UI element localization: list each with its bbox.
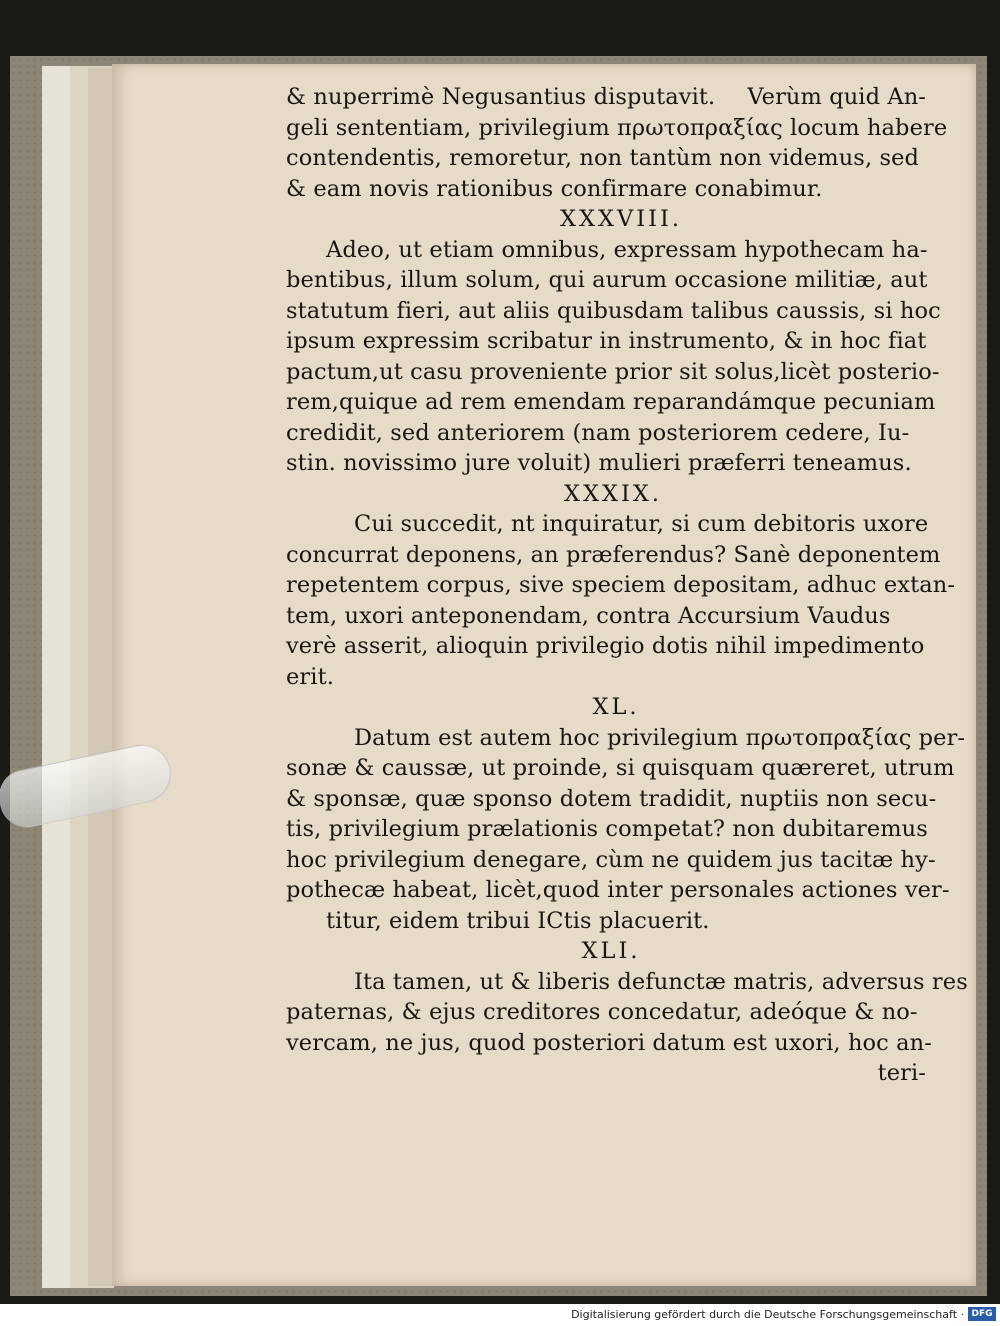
- text-line: [286, 906, 926, 937]
- text-segment: credidit, sed anteriorem (nam posteriorem cedere, Iu-: [286, 419, 910, 446]
- text-segment: & sponsæ, quæ sponso dotem tradidit, nuptiis non secu-: [286, 785, 937, 812]
- text-segment: Adeo, ut etiam omnibus, expressam hypothecam ha-: [326, 236, 928, 263]
- text-segment: Ita tamen, ut & liberis defunctæ matris, adversus res: [354, 968, 968, 995]
- text-segment: & nuperrimè Negusantius disputavit.: [286, 84, 716, 110]
- section-heading: [286, 204, 926, 235]
- text-line: [286, 631, 926, 662]
- text-line: [286, 875, 950, 906]
- section-heading: [286, 936, 926, 967]
- text-line: [286, 662, 926, 693]
- text-line: [286, 997, 926, 1028]
- text-segment: rem,quique ad rem emendam reparandámque pecuniam: [286, 389, 936, 415]
- text-segment: ipsum expressim scribatur in instrumento, & in hoc fiat: [286, 328, 927, 354]
- text-line: [286, 235, 926, 266]
- text-segment: XXXIX.: [563, 480, 663, 507]
- text-segment: stin. novissimo jure voluit) mulieri præferri teneamus.: [286, 450, 912, 476]
- text-line: [286, 82, 926, 113]
- footer-credit[interactable]: Digitalisierung gefördert durch die Deutsche Forschungsgemeinschaft ·: [571, 1308, 964, 1321]
- text-segment: Verùm quid An-: [747, 84, 926, 110]
- text-segment: concurrat deponens, an præferendus? Sanè deponentem: [286, 541, 941, 568]
- text-line: [286, 1028, 932, 1059]
- text-segment: & eam novis rationibus confirmare conabimur.: [286, 175, 823, 202]
- text-segment: sonæ & caussæ, ut proinde, si quisquam quæreret, utrum: [286, 755, 955, 781]
- text-line: [286, 753, 955, 784]
- section-heading: [286, 479, 926, 510]
- footer-bar: [0, 1304, 1000, 1326]
- text-line: [286, 845, 936, 876]
- text-segment: bentibus, illum solum, qui aurum occasione militiæ, aut: [286, 267, 928, 293]
- text-line: [286, 1058, 926, 1089]
- text-segment: tem, uxori anteponendam, contra Accursium Vaudus: [286, 602, 891, 629]
- text-line: [286, 784, 937, 815]
- text-line: [286, 296, 941, 327]
- text-segment: Datum est autem hoc privilegium πρωτοπραξίας per-: [354, 724, 966, 751]
- text-line: [286, 723, 966, 754]
- text-line: [286, 509, 929, 540]
- text-segment: paternas, & ejus creditores concedatur, adeóque & no-: [286, 999, 918, 1025]
- text-segment: XL.: [592, 694, 640, 720]
- text-line: [286, 540, 941, 571]
- text-segment: vercam, ne jus, quod posteriori datum est uxori, hoc an-: [286, 1029, 932, 1056]
- text-line: [286, 418, 926, 449]
- text-line: [286, 448, 926, 479]
- text-segment: geli sententiam, privilegium πρωτοπραξίας locum habere: [286, 114, 948, 141]
- section-heading: [286, 692, 926, 723]
- text-segment: hoc privilegium denegare, cùm ne quidem jus tacitæ hy-: [286, 846, 936, 873]
- text-segment: contendentis, remoretur, non tantùm non videmus, sed: [286, 145, 920, 171]
- text-segment: tis, privilegium prælationis competat? non dubitaremus: [286, 816, 928, 842]
- page-fold-strip: [88, 68, 114, 1286]
- text-line: [286, 387, 936, 418]
- dfg-logo[interactable]: DFG: [968, 1307, 996, 1321]
- text-line: [286, 174, 926, 205]
- text-line: [286, 326, 926, 357]
- text-line: [286, 143, 926, 174]
- text-line: [286, 814, 926, 845]
- text-segment: XLI.: [581, 938, 641, 964]
- text-segment: verè asserit, alioquin privilegio dotis nihil impedimento: [286, 633, 925, 659]
- text-line: [286, 601, 926, 632]
- text-line: [286, 967, 968, 998]
- text-segment: erit.: [286, 663, 334, 690]
- text-segment: titur, eidem tribui ICtis placuerit.: [326, 907, 710, 934]
- text-segment: statutum fieri, aut aliis quibusdam talibus caussis, si hoc: [286, 297, 941, 324]
- text-segment: pothecæ habeat, licèt,quod inter personales actiones ver-: [286, 877, 950, 903]
- text-segment: pactum,ut casu proveniente prior sit solus,licèt posterio-: [286, 358, 940, 385]
- text-segment: XXXVIII.: [559, 206, 683, 232]
- text-line: [286, 113, 948, 144]
- text-segment: repetentem corpus, sive speciem depositam, adhuc extan-: [286, 572, 956, 598]
- text-segment: teri-: [877, 1060, 926, 1086]
- page-text-block: [286, 82, 968, 1089]
- text-line: [286, 357, 940, 388]
- text-line: [286, 570, 956, 601]
- text-segment: Cui succedit, nt inquiratur, si cum debitoris uxore: [354, 511, 929, 537]
- text-line: [286, 265, 926, 296]
